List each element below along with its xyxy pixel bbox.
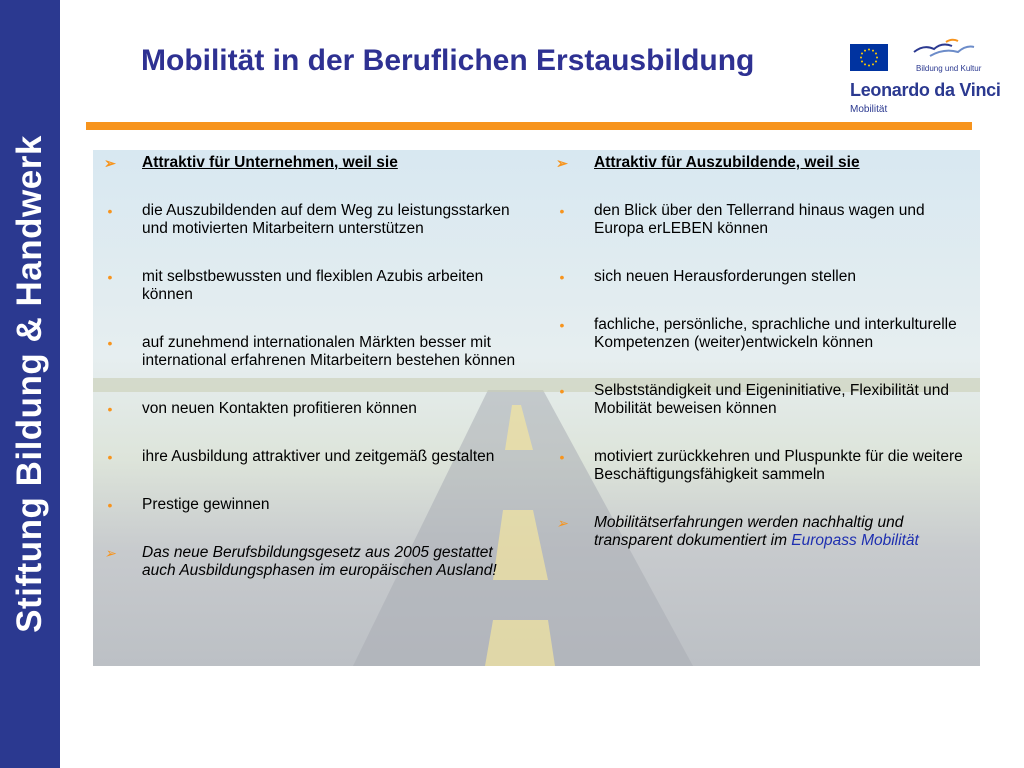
left-bullet: • ihre Ausbildung attraktiver und zeitgemäß gestalten — [103, 448, 523, 466]
arrowhead-icon: ➢ — [104, 155, 116, 171]
bullet-dot-icon: • — [107, 269, 113, 285]
left-note: ➢ Das neue Berufsbildungsgesetz aus 2005 gestattet auch Ausbildungsphasen im europäischen Ausland! — [104, 544, 497, 579]
logo-program: Mobilität — [850, 104, 888, 115]
right-bullet: • Selbstständigkeit und Eigeninitiative, Flexibilität und Mobilität beweisen können — [555, 382, 975, 418]
bullet-dot-icon: • — [559, 383, 565, 399]
right-note: ➢ Mobilitätserfahrungen werden nachhaltig und transparent dokumentiert im Europass Mobilität — [556, 514, 919, 549]
birds-icon — [910, 36, 976, 58]
left-bullet: • auf zunehmend internationalen Märkten besser mit international erfahrenen Mitarbeitern bestehen können — [103, 334, 523, 370]
bullet-dot-icon: • — [107, 203, 113, 219]
sidebar-title: Stiftung Bildung & Handwerk — [10, 135, 49, 633]
page-title: Mobilität in der Beruflichen Erstausbildung — [141, 44, 755, 77]
bullet-dot-icon: • — [107, 401, 113, 417]
bullet-dot-icon: • — [107, 449, 113, 465]
content-panel — [93, 150, 980, 666]
bullet-dot-icon: • — [107, 335, 113, 351]
bullet-dot-icon: • — [107, 497, 113, 513]
logo-subtitle: Bildung und Kultur — [916, 64, 982, 73]
arrowhead-icon: ➢ — [556, 515, 568, 531]
right-bullet: • fachliche, persönliche, sprachliche und interkulturelle Kompetenzen (weiter)entwickeln können — [555, 316, 975, 352]
left-bullet: • Prestige gewinnen — [103, 496, 523, 514]
left-column — [103, 154, 523, 580]
leonardo-logo — [848, 36, 1008, 120]
right-bullet: • den Blick über den Tellerrand hinaus wagen und Europa erLEBEN können — [555, 202, 975, 238]
bullet-dot-icon: • — [559, 203, 565, 219]
right-column — [555, 154, 975, 550]
bullet-dot-icon: • — [559, 317, 565, 333]
orange-divider — [86, 122, 972, 130]
arrowhead-icon: ➢ — [556, 155, 568, 171]
right-heading: ➢ Attraktiv für Auszubildende, weil sie — [556, 154, 860, 171]
right-bullet: • motiviert zurückkehren und Pluspunkte für die weitere Beschäftigungsfähigkeit sammeln — [555, 448, 975, 484]
left-heading: ➢ Attraktiv für Unternehmen, weil sie — [104, 154, 398, 171]
left-bullet: • mit selbstbewussten und flexiblen Azubis arbeiten können — [103, 268, 523, 304]
sidebar-band — [0, 0, 60, 768]
arrowhead-icon: ➢ — [104, 545, 116, 561]
eu-flag-icon — [850, 44, 888, 71]
bullet-dot-icon: • — [559, 269, 565, 285]
europass-link[interactable]: Europass Mobilität — [791, 532, 919, 549]
logo-name: Leonardo da Vinci — [850, 80, 1001, 100]
left-bullet: • die Auszubildenden auf dem Weg zu leistungsstarken und motivierten Mitarbeitern unterstützen — [103, 202, 523, 238]
bullet-dot-icon: • — [559, 449, 565, 465]
right-bullet: • sich neuen Herausforderungen stellen — [555, 268, 975, 286]
left-bullet: • von neuen Kontakten profitieren können — [103, 400, 523, 418]
